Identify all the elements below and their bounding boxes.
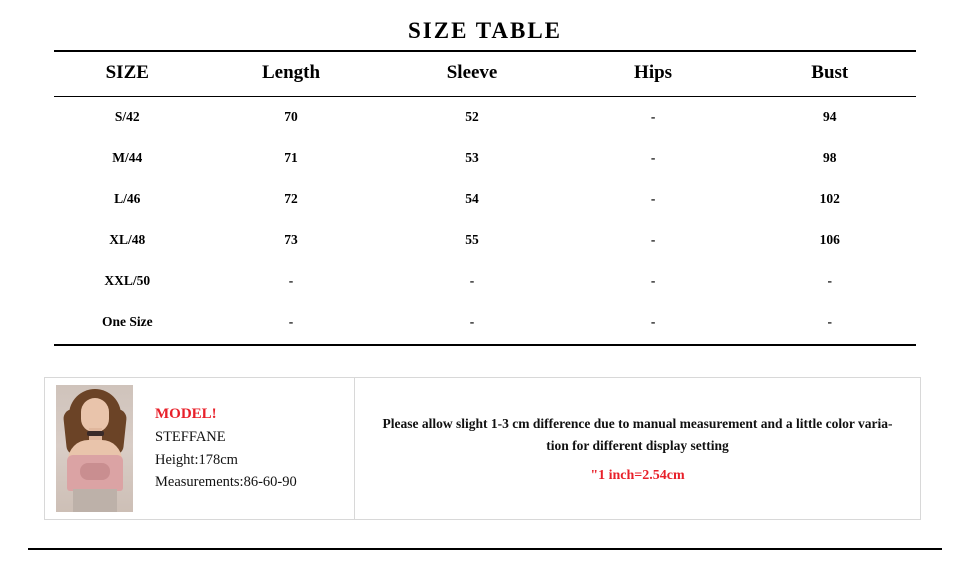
cell-hips: - bbox=[650, 109, 656, 124]
page-title: SIZE TABLE bbox=[407, 18, 563, 43]
cell-size: One Size bbox=[54, 302, 201, 345]
size-table bbox=[54, 50, 916, 346]
table-row bbox=[54, 302, 916, 345]
column-header-hips: Hips bbox=[563, 51, 744, 97]
cell-sleeve: - bbox=[382, 302, 563, 345]
model-measurements: Measurements:86-60-90 bbox=[155, 474, 297, 491]
model-name: STEFFANE bbox=[155, 429, 226, 446]
cell-length: 71 bbox=[284, 150, 298, 165]
table-body bbox=[54, 97, 916, 346]
cell-sleeve: 54 bbox=[465, 191, 479, 206]
cell-sleeve: - bbox=[469, 273, 475, 288]
cell-bust: 98 bbox=[823, 150, 837, 165]
cell-bust: 102 bbox=[819, 191, 840, 206]
model-height: Height:178cm bbox=[155, 451, 238, 468]
table-row bbox=[54, 97, 916, 139]
column-header-length: Length bbox=[201, 51, 382, 97]
cell-length: - bbox=[288, 273, 294, 288]
cell-bust: - bbox=[827, 273, 833, 288]
table-header-row bbox=[54, 51, 916, 97]
cell-hips: - bbox=[650, 191, 656, 206]
cell-size: S/42 bbox=[114, 109, 140, 124]
model-info-panel bbox=[44, 377, 921, 520]
table-row bbox=[54, 138, 916, 179]
cell-size: XL/48 bbox=[109, 232, 146, 247]
column-header-size: SIZE bbox=[54, 51, 201, 97]
cell-hips: - bbox=[650, 232, 656, 247]
cell-sleeve: 52 bbox=[465, 109, 479, 124]
cell-size: XXL/50 bbox=[104, 273, 151, 288]
cell-sleeve: 53 bbox=[465, 150, 479, 165]
cell-hips: - bbox=[563, 302, 744, 345]
cell-size: M/44 bbox=[112, 150, 143, 165]
cell-length: 73 bbox=[284, 232, 298, 247]
note-line-1: Please allow slight 1-3 cm difference due to manual measurement and a little color varia- bbox=[382, 415, 893, 431]
cell-bust: 94 bbox=[823, 109, 837, 124]
table-row bbox=[54, 261, 916, 302]
cell-length: 70 bbox=[284, 109, 298, 124]
cell-length: 72 bbox=[284, 191, 298, 206]
model-details bbox=[133, 403, 297, 494]
table-row bbox=[54, 179, 916, 220]
table-header bbox=[54, 51, 916, 97]
model-section bbox=[45, 378, 355, 519]
cell-sleeve: 55 bbox=[465, 232, 479, 247]
cell-bust: 106 bbox=[819, 232, 840, 247]
table-row bbox=[54, 220, 916, 261]
measurement-note bbox=[355, 378, 920, 519]
cell-hips: - bbox=[650, 150, 656, 165]
bottom-divider bbox=[28, 548, 942, 550]
model-label: MODEL! bbox=[155, 406, 217, 423]
cell-length: - bbox=[201, 302, 382, 345]
cell-size: L/46 bbox=[114, 191, 141, 206]
column-header-bust: Bust bbox=[744, 51, 916, 97]
note-conversion: "1 inch=2.54cm bbox=[590, 468, 685, 484]
note-line-2: tion for different display setting bbox=[546, 437, 729, 453]
cell-bust: - bbox=[744, 302, 916, 345]
cell-hips: - bbox=[650, 273, 656, 288]
column-header-sleeve: Sleeve bbox=[382, 51, 563, 97]
size-table-container bbox=[54, 50, 916, 346]
model-photo bbox=[56, 385, 133, 512]
